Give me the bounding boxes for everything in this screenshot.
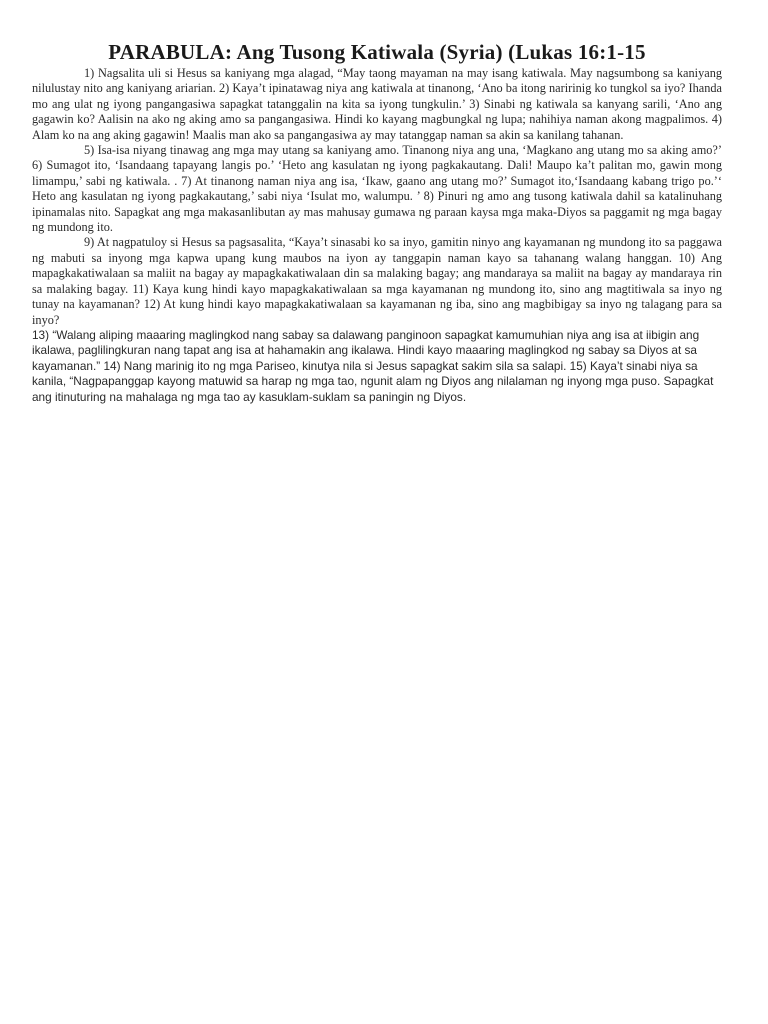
paragraph-verses-1-4: 1) Nagsalita uli si Hesus sa kaniyang mga alagad, “May taong mayaman na may isang katiwala. May nagsumbong sa kaniyang nilulustay nito ang kaniyang ariarian. 2) Kaya’t ipinatawag niya ang katiwala at tinanong, ‘Ano ba itong naririnig ko tungkol sa iyo? Ihanda mo ang ulat ng iyong pangangasiwa sapagkat tatanggalin na kita sa iyong tungkulin.’ 3) Sinabi ng katiwala sa kanyang sarili, ‘Ano ang gagawin ko? Aalisin na ako ng aking amo sa pangangasiwa. Hindi ko kayang magbungkal ng lupa; nahihiya naman akong magpalimos. 4) Alam ko na ang aking gagawin! Maalis man ako sa pangangasiwa ay may tatanggap naman sa akin sa kanilang tahanan. xyxy=(32,66,722,142)
document-title: PARABULA: Ang Tusong Katiwala (Syria) (Lukas 16:1-15 xyxy=(108,40,646,64)
paragraph-verses-9-12: 9) At nagpatuloy si Hesus sa pagsasalita, “Kaya’t sinasabi ko sa inyo, gamitin ninyo ang kayamanan ng mundong ito sa paggawa ng mabuti sa inyong mga kapwa upang kung maubos na iyon ay tanggapin naman kayo sa tahanang walang hanggan. 10) Ang mapagkakatiwalaan sa maliit na bagay ay mapagkakatiwalaan din sa malaking bagay; ang mandaraya sa maliit na bagay ay mandaraya rin sa malaking bagay. 11) Kaya kung hindi kayo mapagkakatiwalaan sa mga kayamanan ng mundong ito, sino ang magtitiwala sa inyo ng tunay na kayamanan? 12) At kung hindi kayo mapagkakatiwalaan sa kayamanan ng iba, sino ang magbibigay sa inyo ng talagang para sa inyo? xyxy=(32,235,722,327)
document-page xyxy=(32,40,722,405)
paragraph-verses-5-8: 5) Isa-isa niyang tinawag ang mga may utang sa kaniyang amo. Tinanong niya ang una, ‘Magkano ang utang mo sa aking amo?’ 6) Sumagot ito, ‘Isandaang tapayang langis po.’ ‘Heto ang kasulatan ng iyong pagkakautang. Dali! Maupo ka’t palitan mo, gawin mong limampu,’ sabi ng katiwala. . 7) At tinanong naman niya ang isa, ‘Ikaw, gaano ang utang mo?’ Sumagot ito,‘Isandaang kabang trigo po.’‘ Heto ang kasulatan ng iyong pagkakautang,’ sabi niya ‘Isulat mo, walumpu. ’ 8) Pinuri ng amo ang tusong katiwala dahil sa katalinuhang ipinamalas nito. Sapagkat ang mga makasanlibutan ay mas mahusay gumawa ng paraan kaysa mga maka-Diyos sa paggamit ng mga bagay ng mundong ito. xyxy=(32,143,722,235)
paragraph-verses-13-15: 13) “Walang aliping maaaring maglingkod nang sabay sa dalawang panginoon sapagkat kamumuhian niya ang isa at iibigin ang ikalawa, paglilingkuran nang tapat ang isa at hahamakin ang ikalawa. Hindi kayo maaaring maglingkod ng sabay sa Diyos at sa kayamanan.” 14) Nang marinig ito ng mga Pariseo, kinutya nila si Jesus sapagkat sakim sila sa salapi. 15) Kaya’t sinabi niya sa kanila, “Nagpapanggap kayong matuwid sa harap ng mga tao, ngunit alam ng Diyos ang nilalaman ng inyong mga puso. Sapagkat ang itinuturing na mahalaga ng mga tao ay kasuklam-suklam sa paningin ng Diyos. xyxy=(32,327,714,404)
